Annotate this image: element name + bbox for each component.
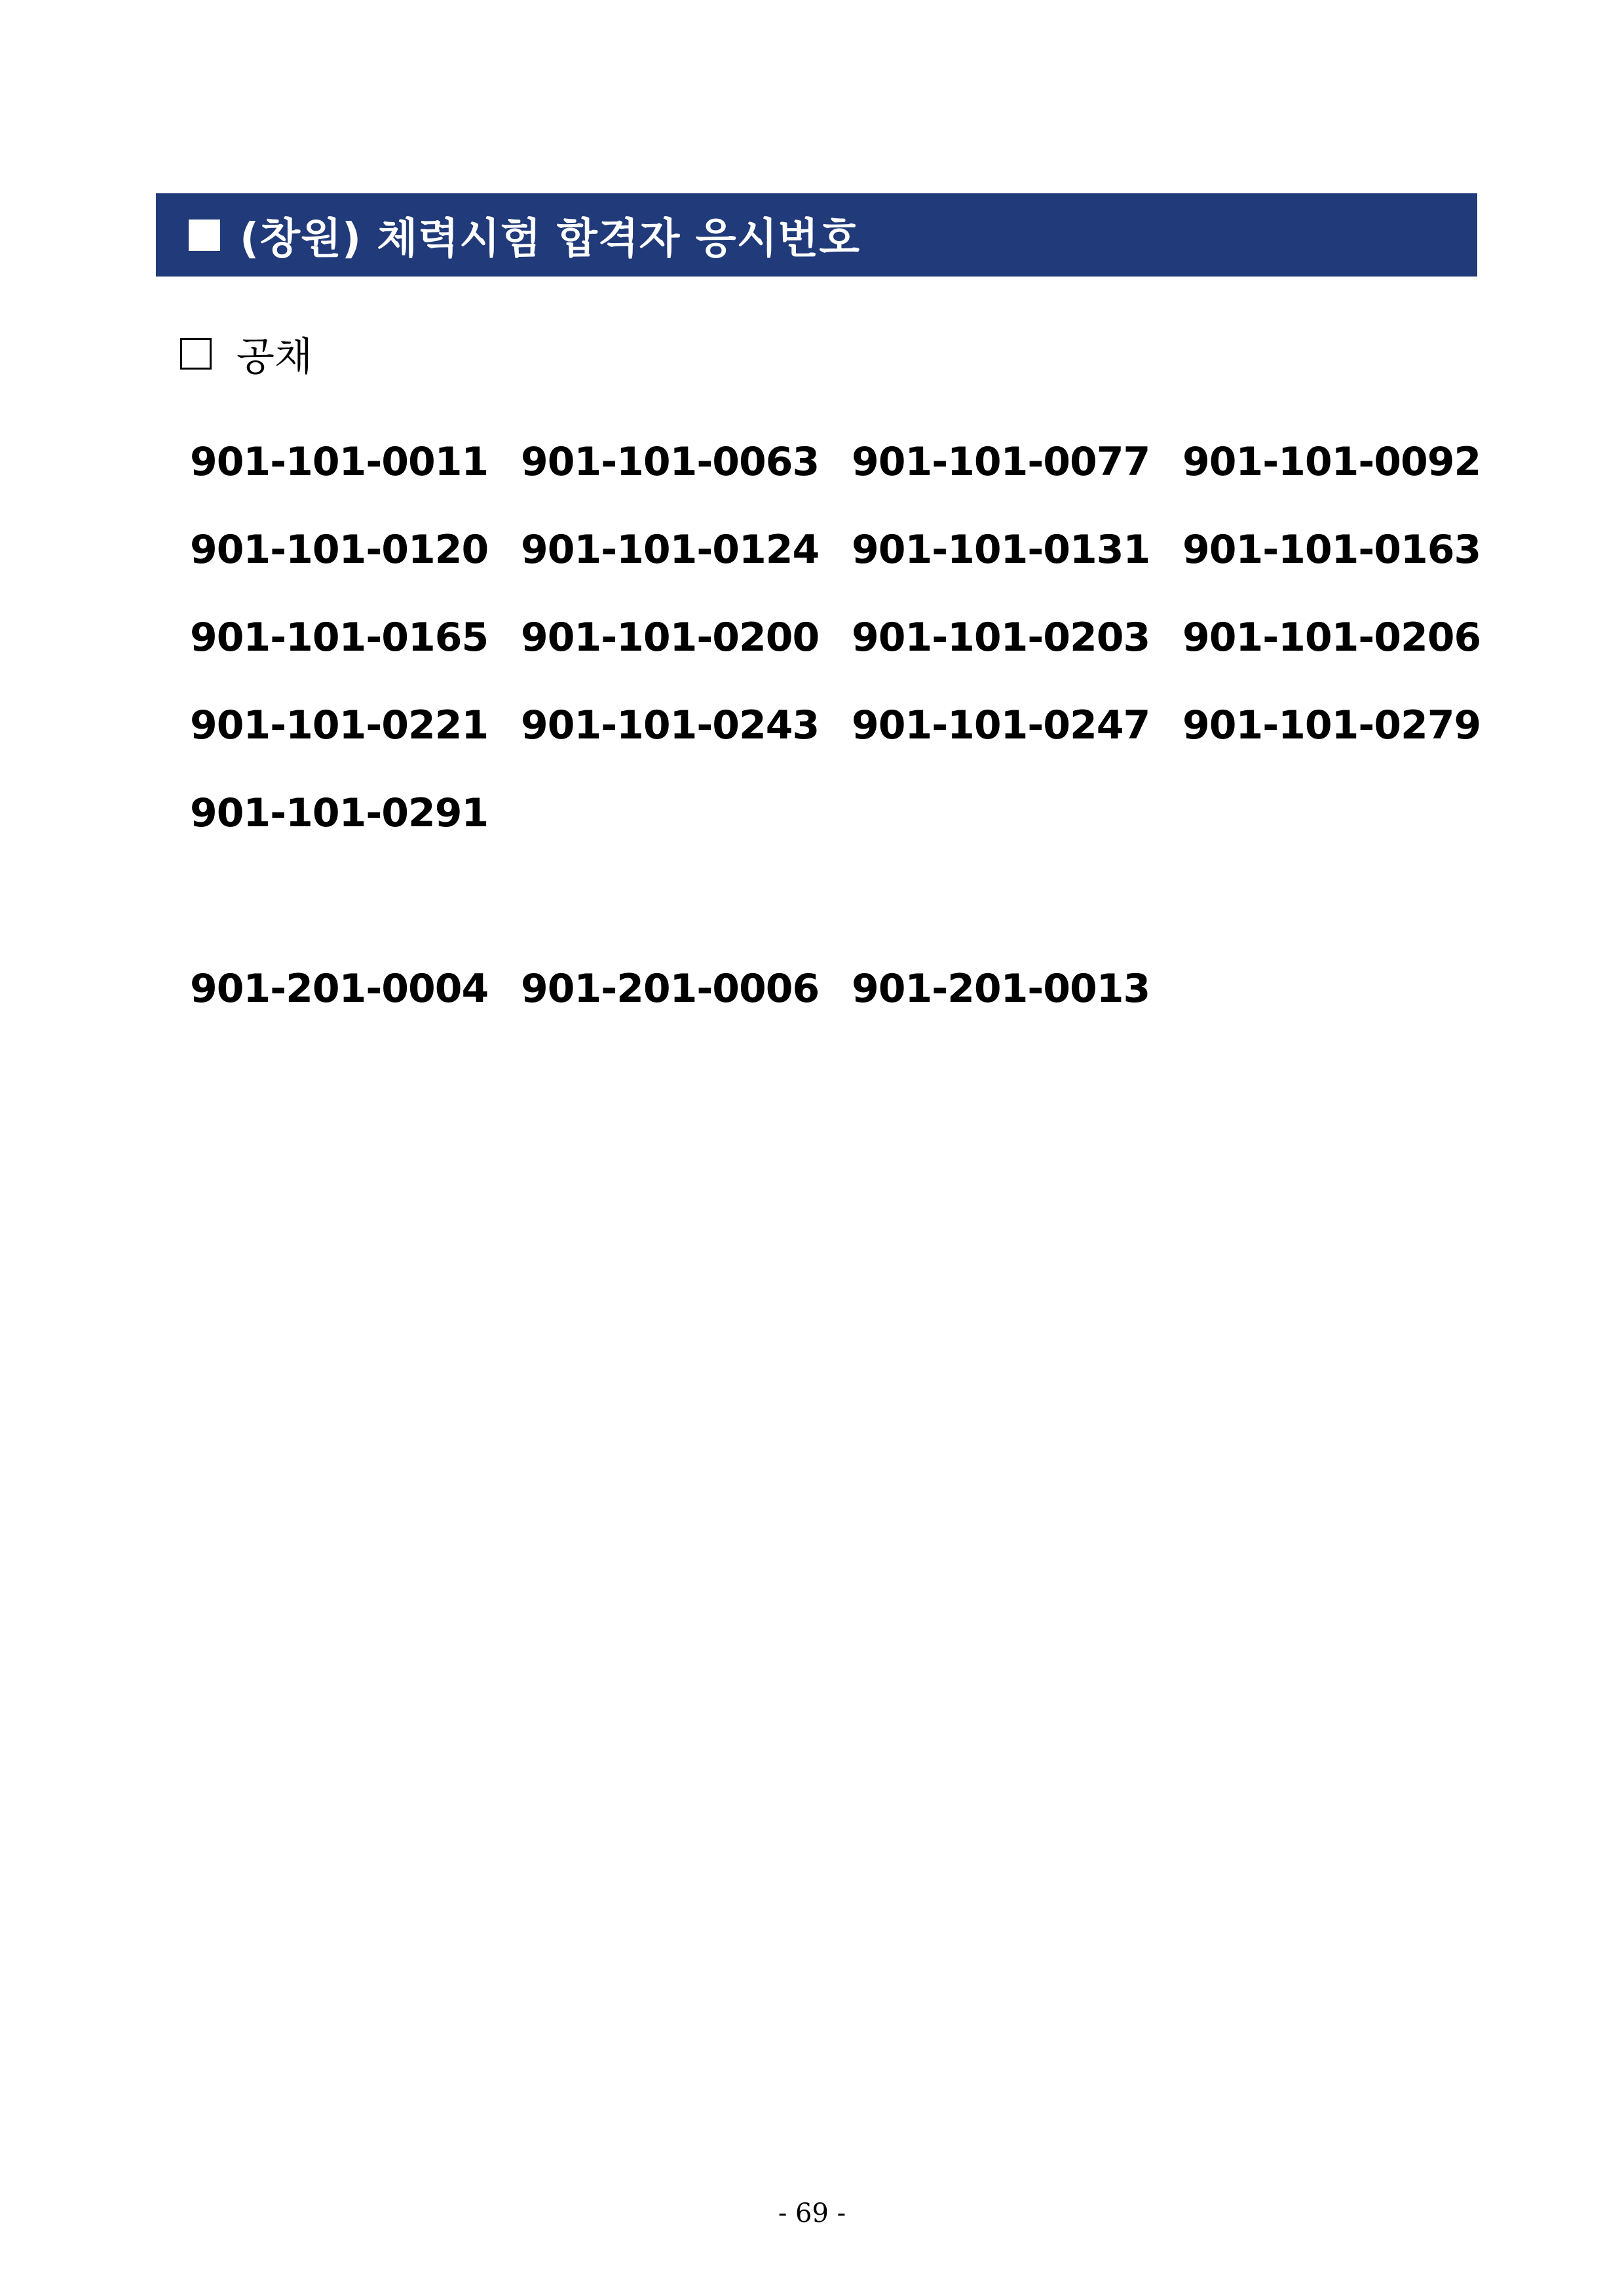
square-bullet-icon <box>189 220 220 251</box>
exam-number: 901-201-0013 <box>852 966 1150 1012</box>
exam-number: 901-101-0120 <box>190 527 489 573</box>
exam-number: 901-101-0124 <box>521 527 820 573</box>
exam-number: 901-101-0206 <box>1182 615 1481 660</box>
section-title-bar <box>156 193 1477 277</box>
exam-number: 901-201-0006 <box>521 966 820 1012</box>
subsection-label: 공채 <box>236 334 312 380</box>
exam-number: 901-101-0203 <box>852 615 1150 660</box>
exam-number: 901-101-0092 <box>1182 439 1481 485</box>
page-title: (창원) 체력시험 합격자 응시번호 <box>240 214 861 263</box>
exam-number: 901-101-0165 <box>190 615 489 660</box>
exam-number: 901-101-0291 <box>190 790 489 836</box>
empty-square-bullet-icon <box>180 338 212 370</box>
exam-number: 901-101-0131 <box>852 527 1150 573</box>
subsection-heading <box>180 328 312 380</box>
exam-number: 901-101-0200 <box>521 615 820 660</box>
exam-number: 901-101-0011 <box>190 439 489 485</box>
exam-number: 901-201-0004 <box>190 966 489 1012</box>
exam-number: 901-101-0163 <box>1182 527 1481 573</box>
exam-number-list-101 <box>190 432 1513 871</box>
exam-number: 901-101-0243 <box>521 702 820 748</box>
exam-number-list-201 <box>190 959 1513 1047</box>
exam-number: 901-101-0279 <box>1182 702 1481 748</box>
exam-number: 901-101-0247 <box>852 702 1150 748</box>
exam-number: 901-101-0077 <box>852 439 1150 485</box>
exam-number: 901-101-0063 <box>521 439 820 485</box>
page-number: - 69 - <box>778 2198 846 2229</box>
exam-number: 901-101-0221 <box>190 702 489 748</box>
